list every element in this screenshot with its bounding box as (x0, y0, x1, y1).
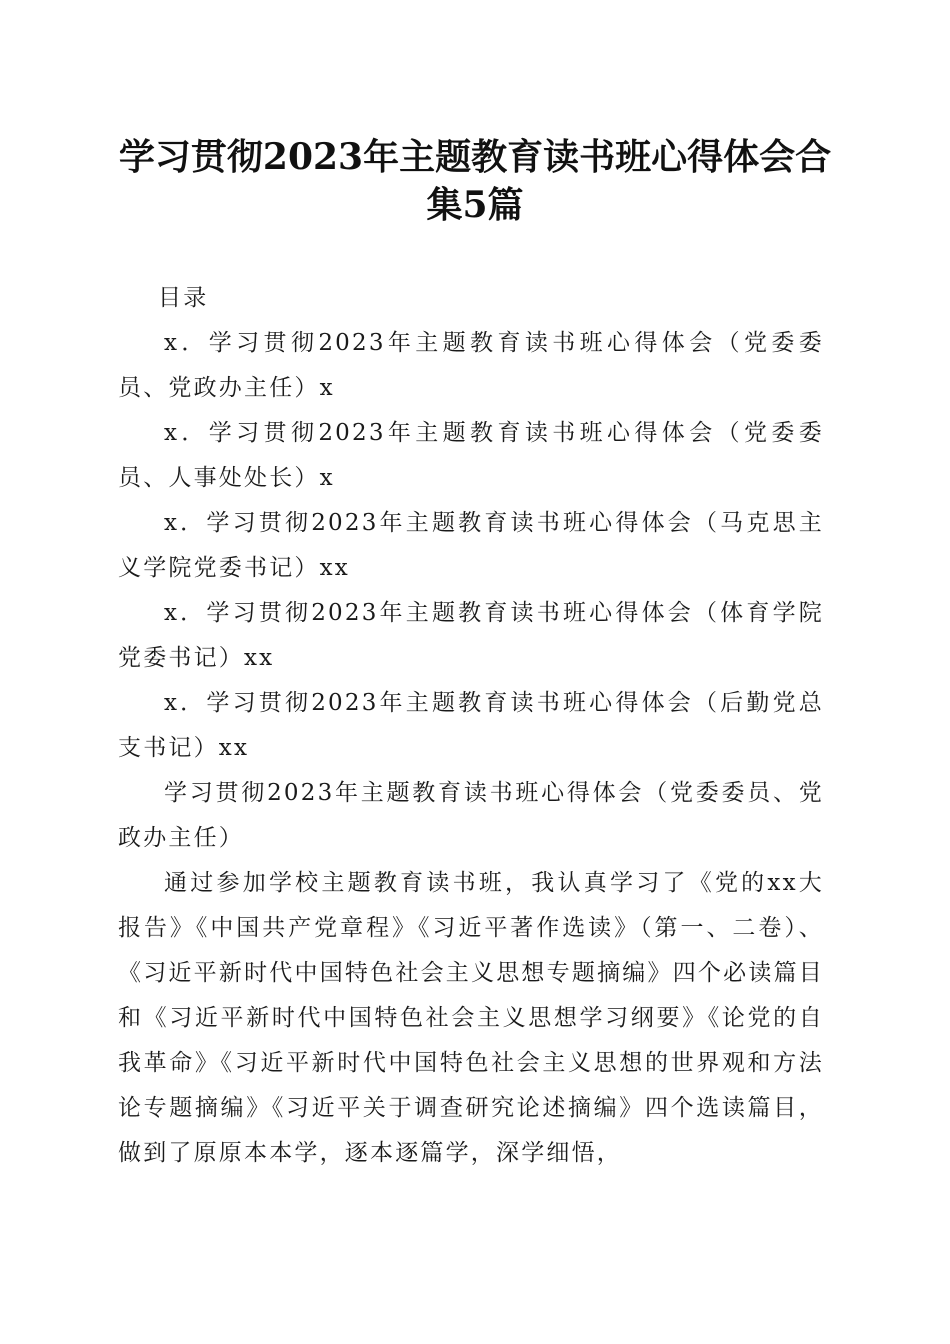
document-body (118, 276, 824, 1176)
toc-item: x．学习贯彻2023年主题教育读书班心得体会（党委委员、人事处处长）x (118, 420, 824, 491)
section-heading: 学习贯彻2023年主题教育读书班心得体会（党委委员、党政办主任） (118, 780, 824, 851)
toc-item: x．学习贯彻2023年主题教育读书班心得体会（马克思主义学院党委书记）xx (118, 510, 824, 581)
toc-item: x．学习贯彻2023年主题教育读书班心得体会（党委委员、党政办主任）x (118, 330, 824, 401)
body-paragraph: 通过参加学校主题教育读书班，我认真学习了《党的xx大报告》《中国共产党章程》《习近平著作选读》（第一、二卷）、《习近平新时代中国特色社会主义思想专题摘编》四个必读篇目和《习近平新时代中国特色社会主义思想学习纲要》《论党的自我革命》《习近平新时代中国特色社会主义思想的世界观和方法论专题摘编》《习近平关于调查研究论述摘编》四个选读篇目，做到了原原本本学，逐本逐篇学，深学细悟， (118, 870, 824, 1166)
toc-item: x．学习贯彻2023年主题教育读书班心得体会（后勤党总支书记）xx (118, 690, 824, 761)
toc-heading: 目录 (158, 285, 209, 311)
toc-item: x．学习贯彻2023年主题教育读书班心得体会（体育学院党委书记）xx (118, 600, 824, 671)
document-title: 学习贯彻2023年主题教育读书班心得体会合集5篇 (118, 136, 832, 226)
